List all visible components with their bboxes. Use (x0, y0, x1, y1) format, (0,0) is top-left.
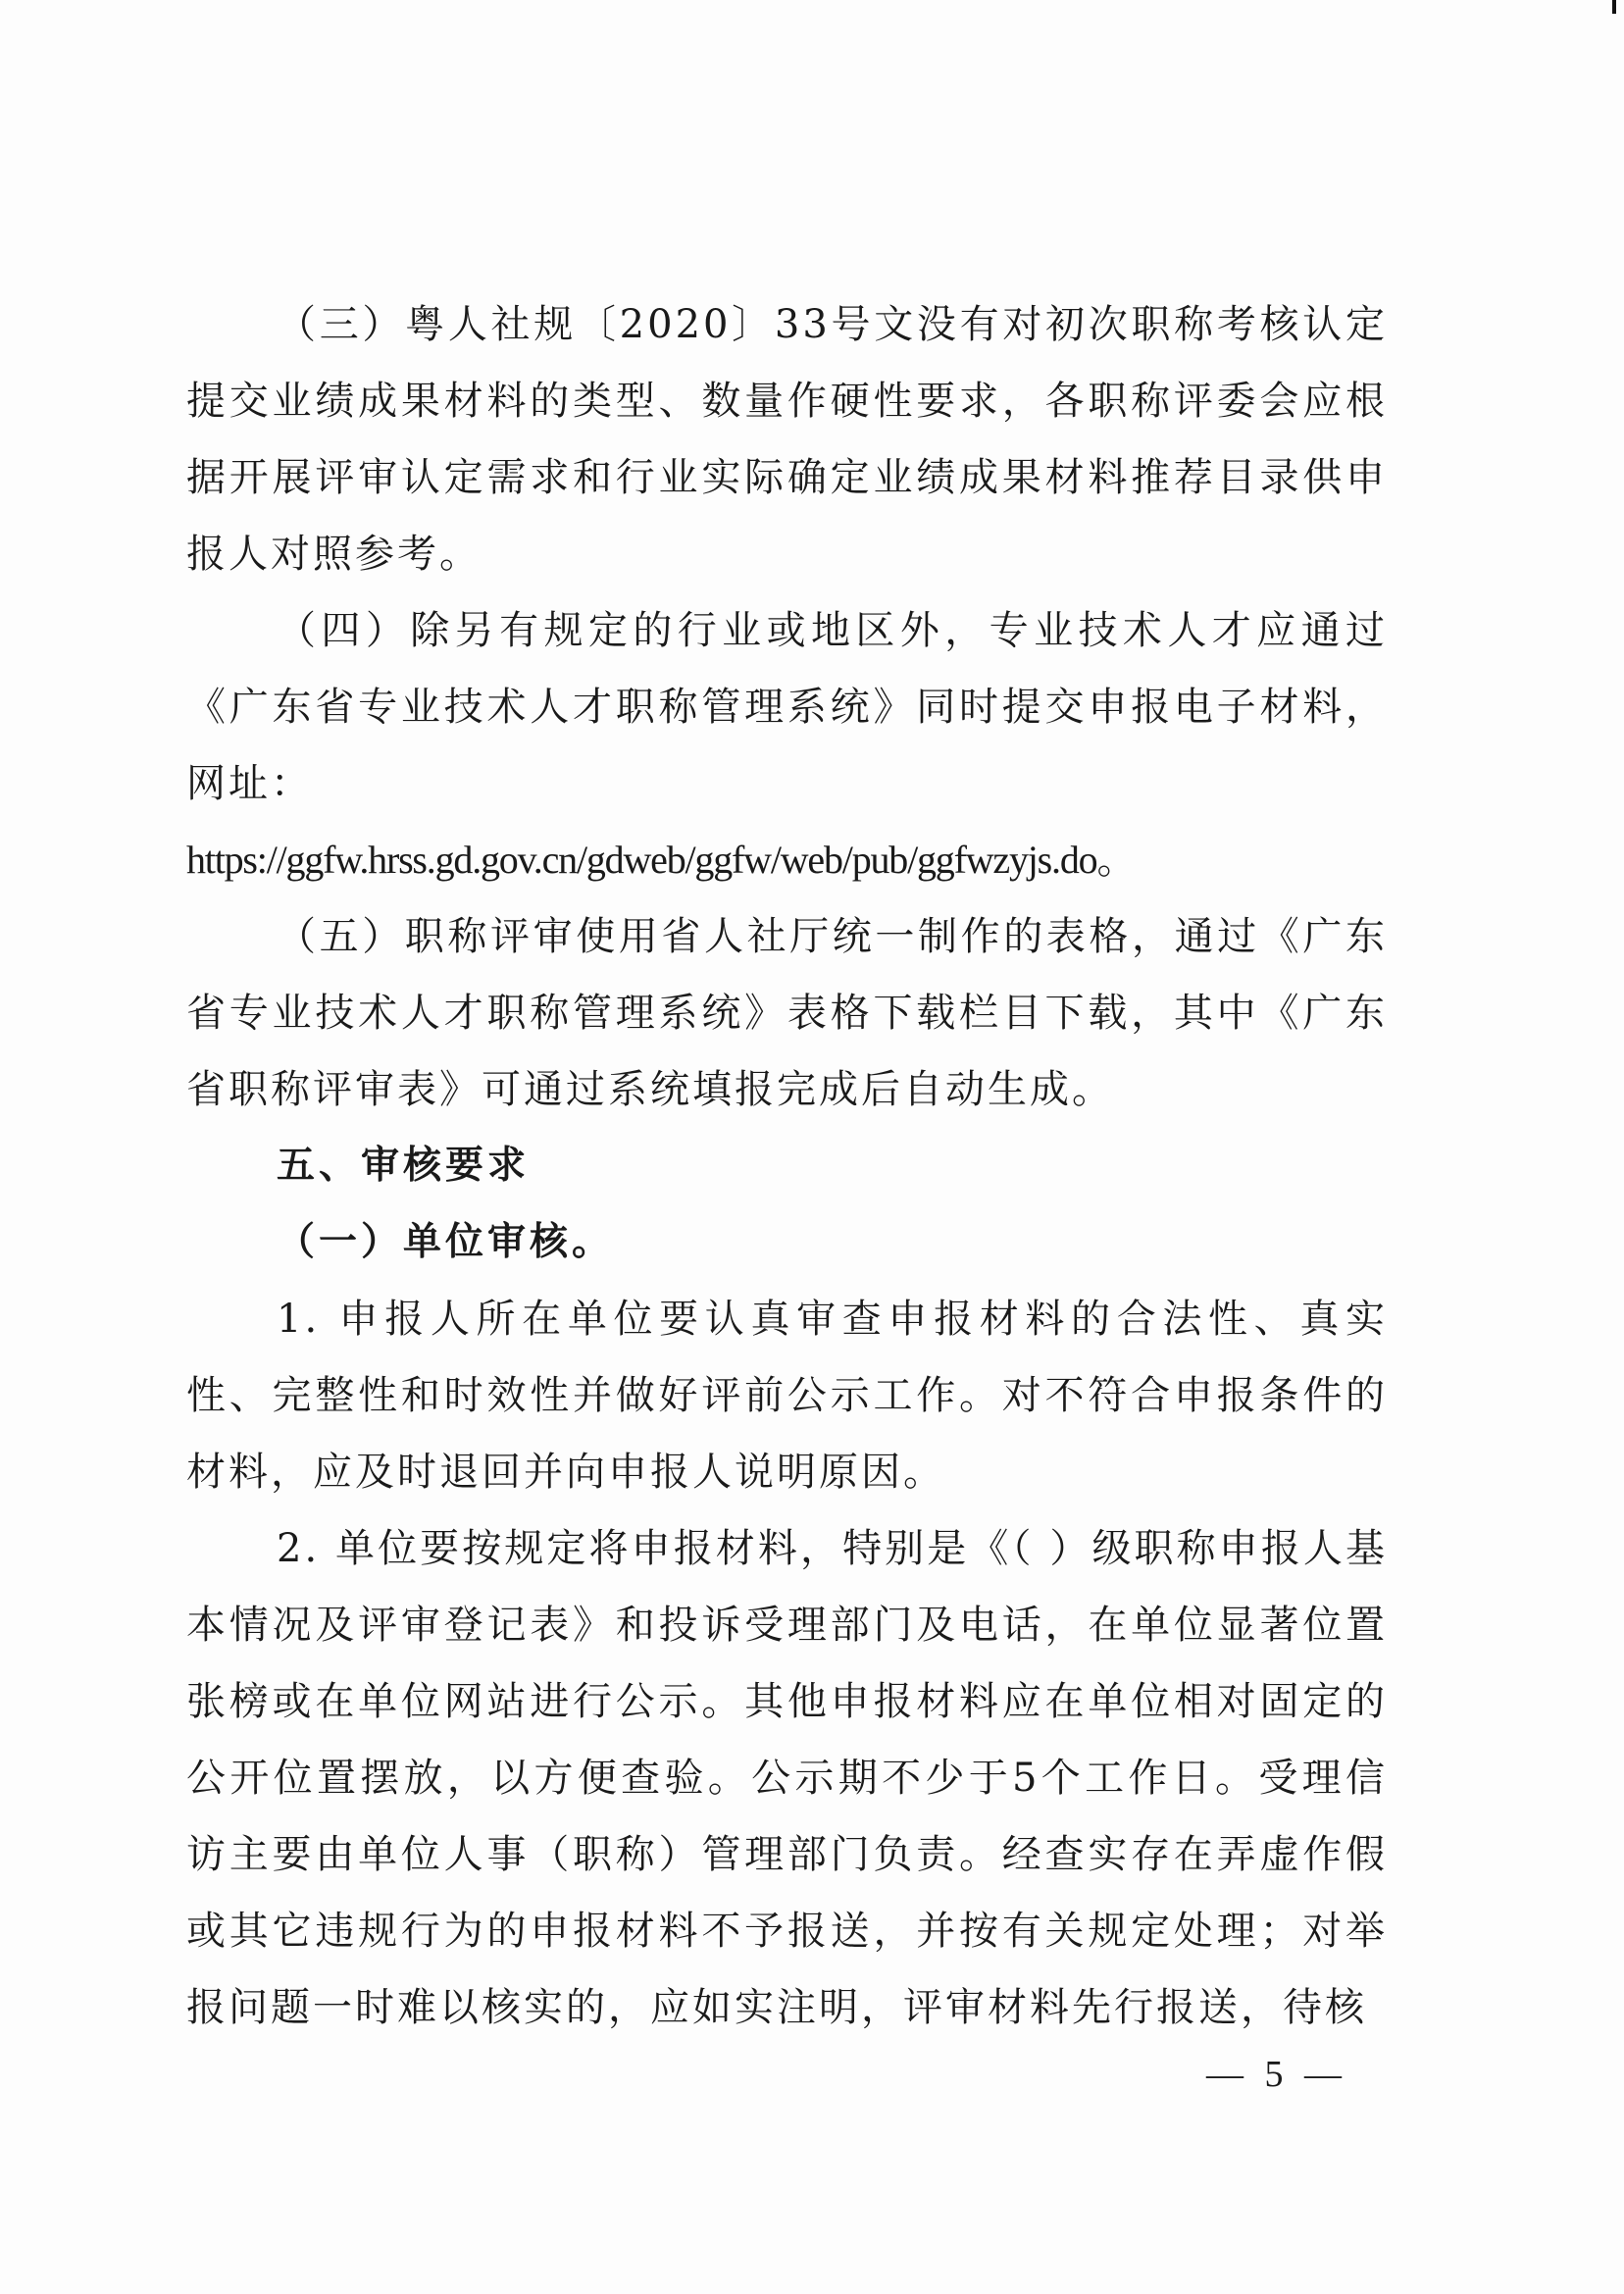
scan-corner-mark (1612, 0, 1616, 14)
paragraph-item-5: （五）职称评审使用省人社厅统一制作的表格，通过《广东省专业技术人才职称管理系统》表格下载栏目下载，其中《广东省职称评审表》可通过系统填报完成后自动生成。 (186, 914, 1388, 1112)
url-paragraph (186, 822, 1388, 898)
document-body (186, 286, 1388, 2046)
section-heading-audit: 五、审核要求 (277, 1144, 531, 1188)
paragraph-item-4: （四）除另有规定的行业或地区外，专业技术人才应通过《广东省专业技术人才职称管理系统》同时提交申报电子材料，网址： (186, 608, 1388, 806)
subsection-heading-unit-audit: （一）单位审核。 (277, 1220, 615, 1264)
system-url: https://ggfw.hrss.gd.gov.cn/gdweb/ggfw/web/pub/ggfwzyjs.do。 (186, 838, 1136, 882)
paragraph-unit-audit-1: 1. 申报人所在单位要认真审查申报材料的合法性、真实性、完整性和时效性并做好评前公示工作。对不符合申报条件的材料，应及时退回并向申报人说明原因。 (186, 1297, 1388, 1495)
page-number: — 5 — (1206, 2054, 1347, 2095)
paragraph-unit-audit-2: 2. 单位要按规定将申报材料，特别是《（ ）级职称申报人基本情况及评审登记表》和投诉受理部门及电话，在单位显著位置张榜或在单位网站进行公示。其他申报材料应在单位相对固定的公开位置摆放，以方便查验。公示期不少于5个工作日。受理信访主要由单位人事（职称）管理部门负责。经查实存在弄虚作假或其它违规行为的申报材料不予报送，并按有关规定处理；对举报问题一时难以核实的，应如实注明，评审材料先行报送，待核 (186, 1526, 1388, 2030)
paragraph-item-3: （三）粤人社规〔2020〕33号文没有对初次职称考核认定提交业绩成果材料的类型、数量作硬性要求，各职称评委会应根据开展评审认定需求和行业实际确定业绩成果材料推荐目录供申报人对照参考。 (186, 302, 1388, 577)
